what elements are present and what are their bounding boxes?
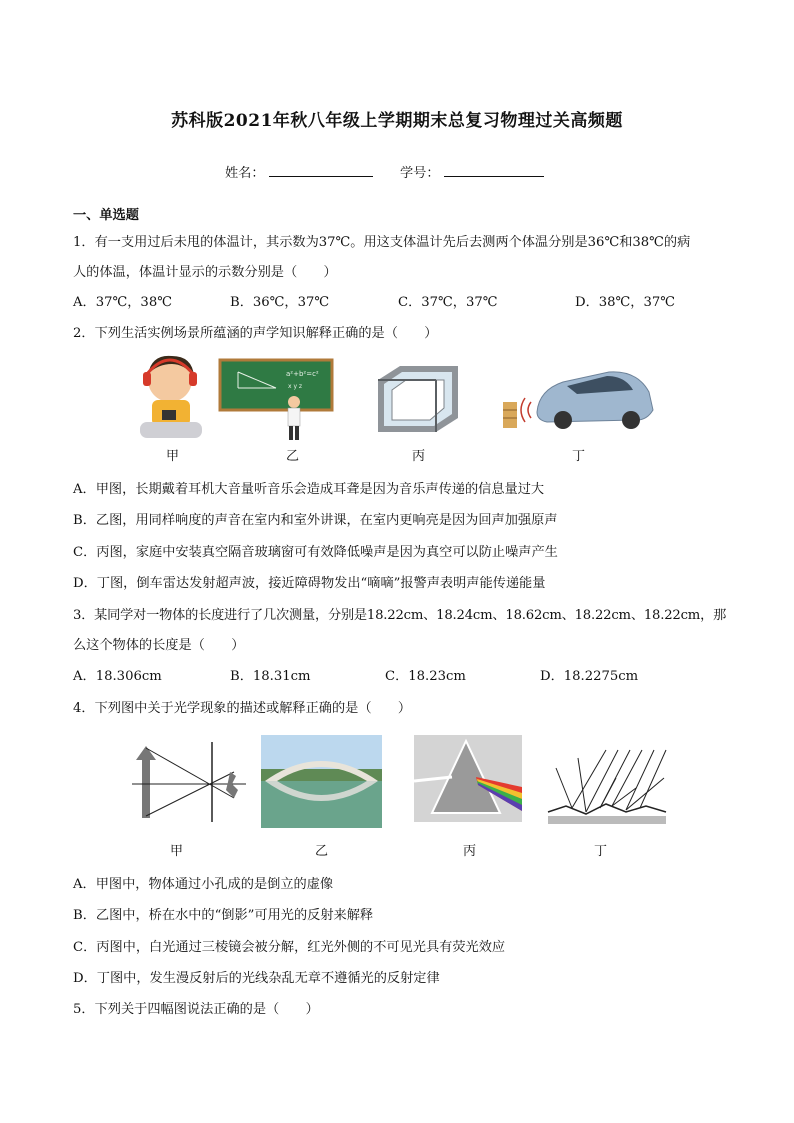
q4-figure-bing-prism [414,735,522,822]
q4-option-d: D．丁图中，发生漫反射后的光线杂乱无章不遵循光的反射定律 [73,971,440,986]
q1-option-d: D．38℃，37℃ [575,295,676,310]
q4-caption-yi: 乙 [315,844,329,859]
q2-caption-yi: 乙 [286,449,300,464]
q2-caption-jia: 甲 [166,449,180,464]
q2-figure-bing-window [372,362,464,440]
q2-caption-bing: 丙 [412,449,426,464]
q4-option-a: A．甲图中，物体通过小孔成的是倒立的虚像 [73,877,334,892]
q2-figure-yi-blackboard [218,358,334,440]
q1-stem-line1: 1．有一支用过后未甩的体温计，其示数为37℃。用这支体温计先后去测两个体温分别是36℃和38℃的病 [73,235,691,250]
q2-option-d: D．丁图，倒车雷达发射超声波，接近障碍物发出“嘀嘀”报警声表明声能传递能量 [73,576,546,591]
svg-text:a²+b²=c²: a²+b²=c² [286,370,319,378]
q4-caption-ding: 丁 [594,844,608,859]
q2-caption-ding: 丁 [572,449,586,464]
q4-caption-jia: 甲 [170,844,184,859]
svg-text:x y z: x y z [288,383,303,390]
q2-figure-ding-car [497,366,657,438]
q1-option-c: C．37℃，37℃ [398,295,498,310]
q4-caption-bing: 丙 [463,844,477,859]
name-label: 姓名： [225,166,265,181]
q4-option-c: C．丙图中，白光通过三棱镜会被分解，红光外侧的不可见光具有荧光效应 [73,940,506,955]
q4-figure-ding-diffuse [546,748,668,826]
number-blank-line [444,164,544,177]
name-field [225,162,373,181]
q1-option-b: B．36℃，37℃ [230,295,330,310]
q3-option-b: B．18.31cm [230,669,311,684]
q3-option-d: D．18.2275cm [540,669,639,684]
q1-option-a: A．37℃，38℃ [73,295,172,310]
q3-option-c: C．18.23cm [385,669,466,684]
q2-option-a: A．甲图，长期戴着耳机大音量听音乐会造成耳聋是因为音乐声传递的信息量过大 [73,482,545,497]
q3-stem-line2: 么这个物体的长度是（ ） [73,638,245,653]
name-blank-line [269,164,373,177]
q2-option-c: C．丙图，家庭中安装真空隔音玻璃窗可有效降低噪声是因为真空可以防止噪声产生 [73,545,558,560]
q5-stem: 5．下列关于四幅图说法正确的是（ ） [73,1002,319,1017]
q4-figure-yi-bridge [261,735,382,828]
number-label: 学号： [400,166,440,181]
q3-stem-line1: 3．某同学对一物体的长度进行了几次测量，分别是18.22cm、18.24cm、18.62cm、18.22cm、18.22cm，那 [73,608,727,623]
q1-stem-line2: 人的体温，体温计显示的示数分别是（ ） [73,265,337,280]
q2-option-b: B．乙图，用同样响度的声音在室内和室外讲课，在室内更响亮是因为回声加强原声 [73,513,558,528]
q2-figure-jia-headphones [132,352,210,440]
q4-stem: 4．下列图中关于光学现象的描述或解释正确的是（ ） [73,701,412,716]
number-field [400,162,544,181]
q3-option-a: A．18.306cm [73,669,162,684]
section-heading: 一、单选题 [73,208,139,223]
q4-option-b: B．乙图中，桥在水中的“倒影”可用光的反射来解释 [73,908,374,923]
page-title: 苏科版2021年秋八年级上学期期末总复习物理过关高频题 [171,111,623,131]
q2-stem: 2．下列生活实例场景所蕴涵的声学知识解释正确的是（ ） [73,326,438,341]
q4-figure-jia-pinhole [130,738,248,826]
